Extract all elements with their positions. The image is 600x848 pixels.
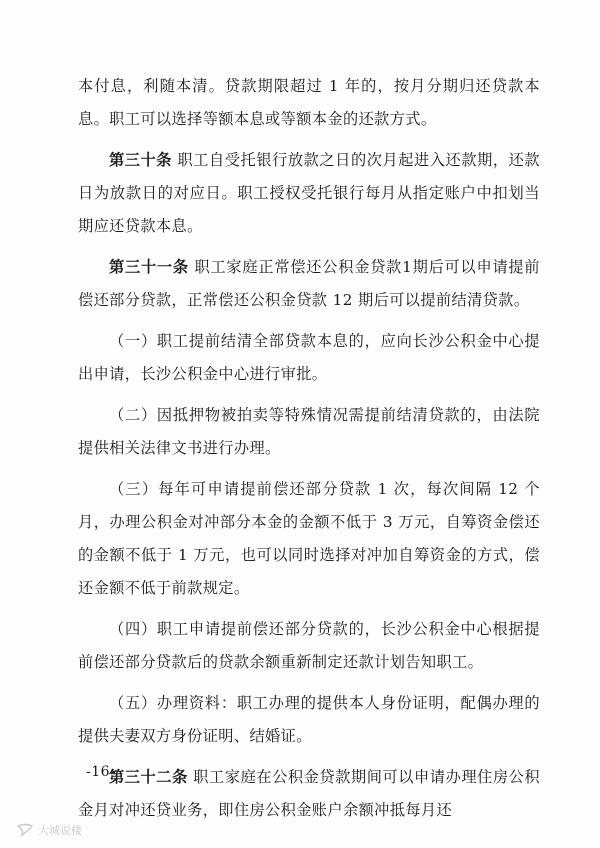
clause-4	[78, 613, 540, 679]
paragraph-continuation	[78, 70, 540, 136]
paragraph-text: （四）职工申请提前偿还部分贷款的，长沙公积金中心根据提前偿还部分贷款后的贷款余额重新制定还款计划告知职工。	[78, 620, 540, 671]
clause-2	[78, 399, 540, 465]
watermark	[16, 822, 82, 838]
paragraph-text: 职工家庭在公积金贷款期间可以申请办理住房公积金月对冲还贷业务，即住房公积金账户余额冲抵每月还	[78, 768, 541, 819]
paragraph-text: 职工家庭正常偿还公积金贷款1期后可以申请提前偿还部分贷款，正常偿还公积金贷款 12 期后可以提前结清贷款。	[78, 258, 540, 309]
paragraph-text: （一）职工提前结清全部贷款本息的，应向长沙公积金中心提出申请，长沙公积金中心进行审批。	[78, 332, 540, 383]
paragraph-text: 职工自受托银行放款之日的次月起进入还款期，还款日为放款日的对应日。职工授权受托银行每月从指定账户中扣划当期应还贷款本息。	[78, 151, 540, 235]
article-32	[78, 761, 540, 827]
page-number: -16-	[86, 764, 116, 780]
clause-5	[78, 687, 540, 753]
paragraph-text: （三）每年可申请提前偿还部分贷款 1 次，每次间隔 12 个月，办理公积金对冲部分本金的金额不低于 3 万元，自筹资金偿还的金额不低于 1 万元，也可以同时选择对冲加自筹资金的方式，偿还金额不低于前款规定。	[78, 480, 540, 597]
document-body	[78, 70, 540, 835]
watermark-logo-icon	[16, 823, 34, 837]
article-31	[78, 251, 540, 317]
paragraph-text: 本付息，利随本清。贷款期限超过 1 年的，按月分期归还贷款本息。职工可以选择等额本息或等额本金的还款方式。	[78, 77, 540, 128]
article-30	[78, 144, 540, 243]
article-number: 第三十二条	[109, 768, 188, 786]
article-number: 第三十条	[109, 151, 173, 169]
paragraph-text: （二）因抵押物被拍卖等特殊情况需提前结清贷款的，由法院提供相关法律文书进行办理。	[78, 406, 540, 457]
clause-1	[78, 325, 540, 391]
clause-3	[78, 473, 540, 605]
article-number: 第三十一条	[109, 258, 189, 276]
watermark-text: 大城说楼	[38, 824, 82, 837]
paragraph-text: （五）办理资料：职工办理的提供本人身份证明，配偶办理的提供夫妻双方身份证明、结婚证。	[78, 694, 540, 745]
